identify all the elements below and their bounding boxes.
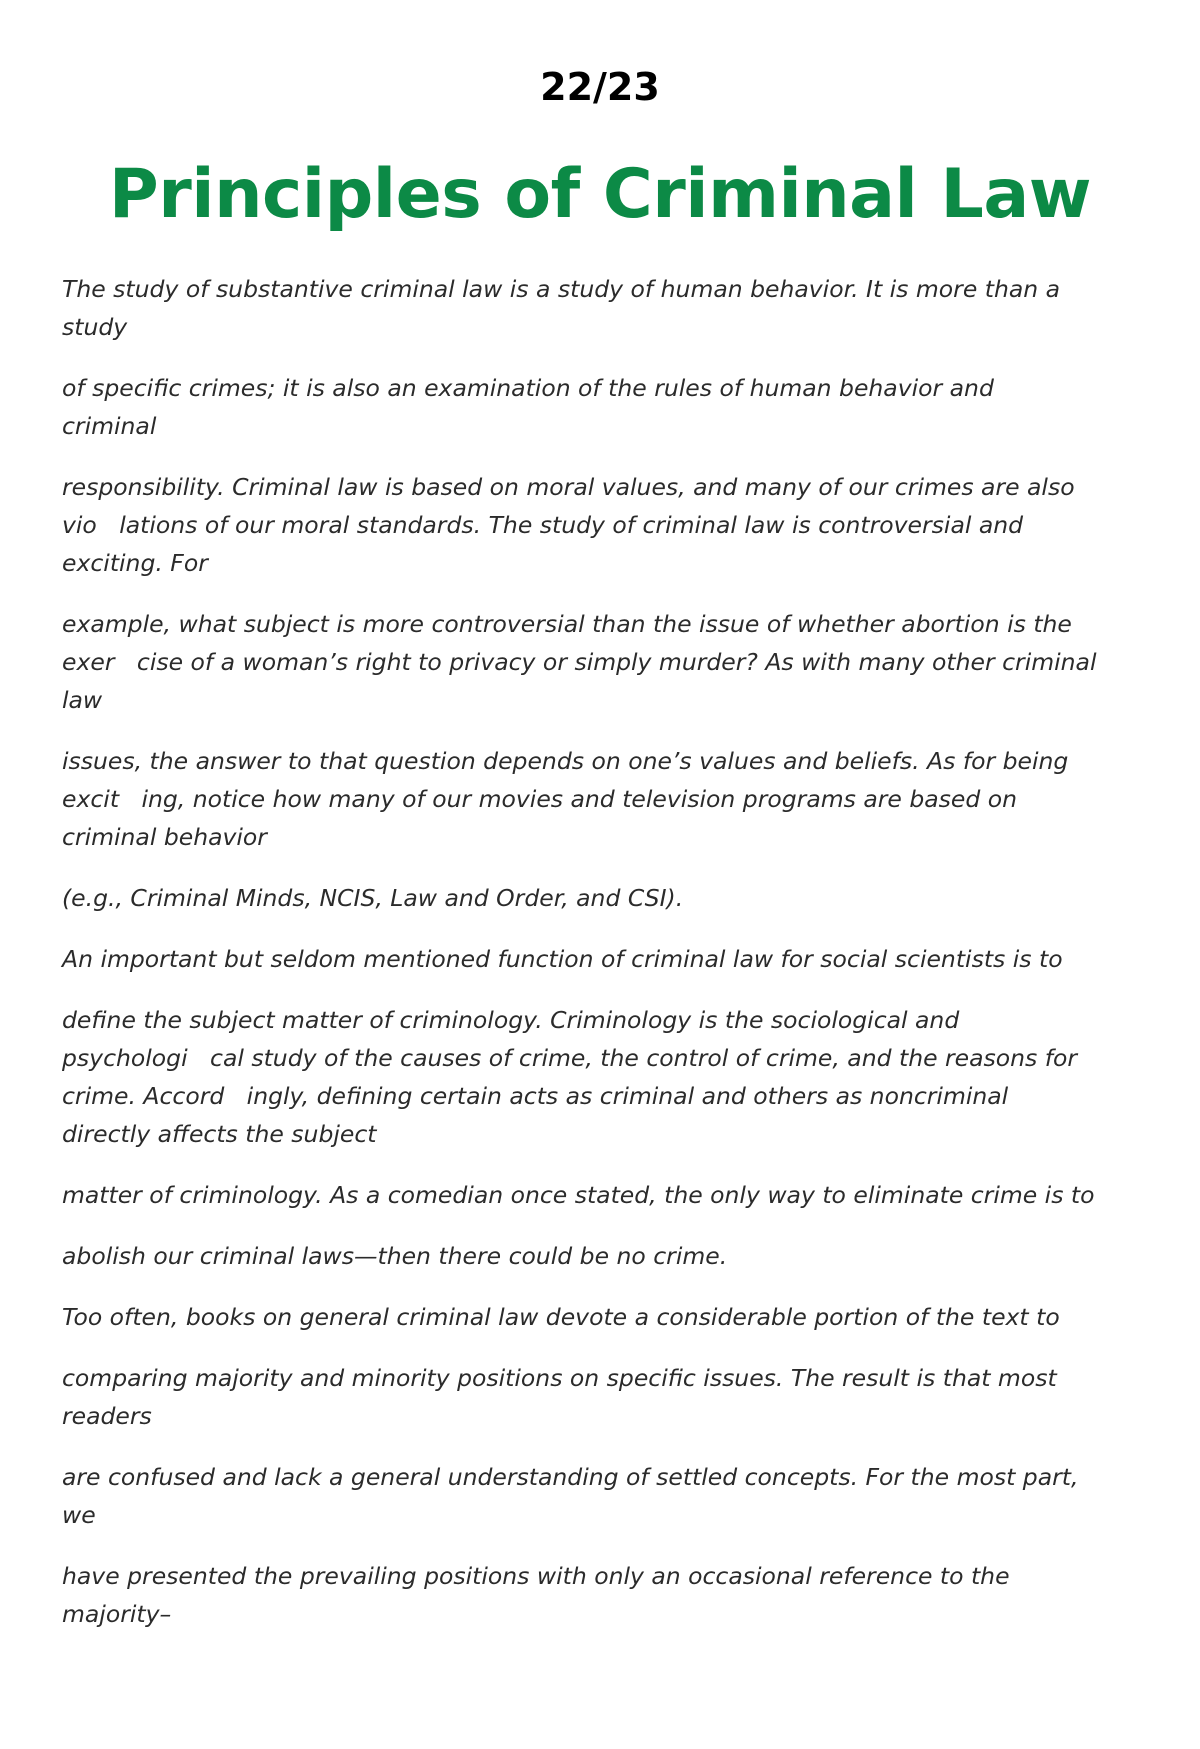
- paragraph: comparing majority and minority positions on specific issues. The result is that most readers: [62, 1364, 1057, 1430]
- page-title: Principles of Criminal Law: [108, 155, 1092, 234]
- paragraph: of specific crimes; it is also an examination of the rules of human behavior and criminal: [62, 374, 994, 440]
- paragraph: define the subject matter of criminology. Criminology is the sociological and psychologi cal study of the causes of crime, the control of crime, and the reasons for crime. Accord ingly, defining certain acts as criminal and others as noncriminal directly affects the subject: [62, 1006, 1078, 1148]
- paragraph: Too often, books on general criminal law devote a considerable portion of the text to: [62, 1303, 1060, 1331]
- paragraph: The study of substantive criminal law is a study of human behavior. It is more than a study: [62, 275, 1061, 341]
- paragraph: issues, the answer to that question depends on one’s values and beliefs. As for being excit ing, notice how many of our movies and television programs are based on criminal behavior: [62, 747, 1069, 851]
- paragraph: An important but seldom mentioned function of criminal law for social scientists is to: [62, 945, 1063, 973]
- paragraph: responsibility. Criminal law is based on moral values, and many of our crimes are also vio lations of our moral standards. The study of criminal law is controversial and exciting. For: [62, 473, 1075, 577]
- paragraph: have presented the prevailing positions with only an occasional reference to the majority–: [62, 1562, 1010, 1628]
- paragraph: are confused and lack a general understanding of settled concepts. For the most part, we: [62, 1463, 1079, 1529]
- paragraph: (e.g., Criminal Minds, NCIS, Law and Order, and CSI).: [62, 884, 684, 912]
- academic-year: 22/23: [540, 65, 660, 109]
- paragraph: abolish our criminal laws—then there could be no crime.: [62, 1242, 728, 1270]
- paragraph: example, what subject is more controversial than the issue of whether abortion is the exer cise of a woman’s right to privacy or simply murder? As with many other criminal law: [62, 610, 1097, 714]
- paragraph: matter of criminology. As a comedian once stated, the only way to eliminate crime is to: [62, 1181, 1095, 1209]
- body-text: [62, 270, 1142, 1656]
